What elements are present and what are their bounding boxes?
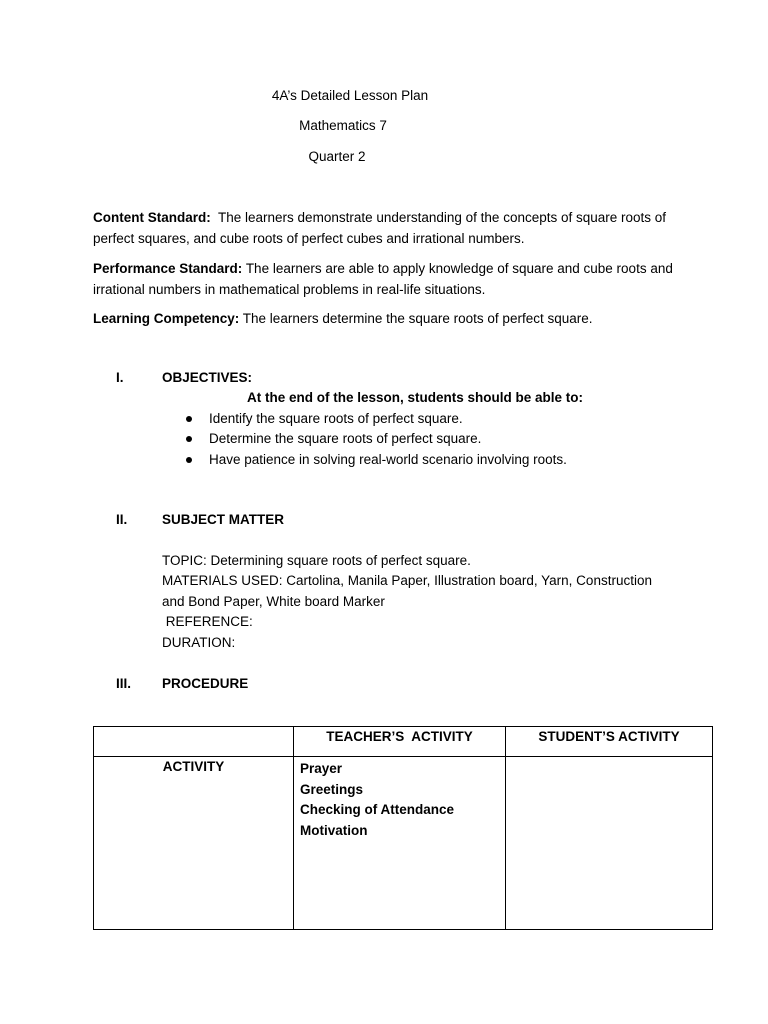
objective-item: Have patience in solving real-world scenario involving roots.	[209, 452, 567, 467]
teacher-activity-item: Checking of Attendance	[300, 802, 455, 817]
duration-line: DURATION:	[162, 635, 236, 650]
activity-label: ACTIVITY	[162, 759, 225, 774]
objective-item: Identify the square roots of perfect square.	[209, 411, 463, 426]
materials-line-cont: and Bond Paper, White board Marker	[162, 594, 385, 609]
table-header-row	[94, 727, 713, 757]
procedure-numeral: III.	[116, 676, 132, 691]
content-standard-label: Content Standard:	[93, 210, 211, 225]
objectives-intro: At the end of the lesson, students should be able to:	[247, 390, 584, 405]
content-standard	[93, 207, 693, 249]
content-standard-text: The learners demonstrate understanding of the concepts of square roots of perfect squares, and cube roots of perfect cubes and irrational numbers.	[93, 210, 667, 246]
activity-label-cell	[94, 757, 294, 930]
teacher-activity-item: Prayer	[300, 761, 343, 776]
table-row	[94, 757, 713, 930]
subject-title: Mathematics 7	[299, 118, 387, 133]
teacher-activity-cell	[294, 757, 506, 930]
procedure-table	[93, 726, 713, 930]
learning-competency	[93, 308, 693, 329]
table-header-cell	[94, 727, 294, 757]
bullet-icon	[185, 435, 193, 443]
teacher-activity-item: Greetings	[300, 781, 364, 797]
reference-line: REFERENCE:	[162, 614, 253, 629]
materials-line: MATERIALS USED: Cartolina, Manila Paper, Illustration board, Yarn, Construction	[162, 573, 652, 588]
performance-standard-text: The learners are able to apply knowledge of square and cube roots and irrational numbers in mathematical problems in real-life situations.	[93, 261, 673, 297]
learning-competency-label: Learning Competency:	[93, 311, 240, 326]
objective-item: Determine the square roots of perfect square.	[209, 431, 482, 446]
table-header-cell: STUDENT’S ACTIVITY	[506, 727, 713, 757]
procedure-heading: PROCEDURE	[162, 676, 249, 691]
subject-matter-numeral: II.	[116, 512, 128, 527]
objectives-numeral: I.	[116, 370, 124, 385]
teacher-activity-item: Motivation	[300, 822, 368, 838]
lesson-plan-title: 4A’s Detailed Lesson Plan	[271, 88, 429, 103]
objectives-heading: OBJECTIVES:	[162, 370, 253, 385]
performance-standard	[93, 258, 693, 300]
bullet-icon	[185, 415, 193, 423]
quarter-title: Quarter 2	[308, 149, 366, 164]
topic-line: TOPIC: Determining square roots of perfect square.	[162, 553, 471, 568]
learning-competency-text: The learners determine the square roots of perfect square.	[242, 311, 593, 326]
table-header-cell: TEACHER’S ACTIVITY	[294, 727, 506, 757]
bullet-icon	[185, 456, 193, 464]
performance-standard-label: Performance Standard:	[93, 261, 243, 276]
subject-matter-heading: SUBJECT MATTER	[162, 512, 285, 527]
student-activity-cell	[506, 757, 713, 930]
